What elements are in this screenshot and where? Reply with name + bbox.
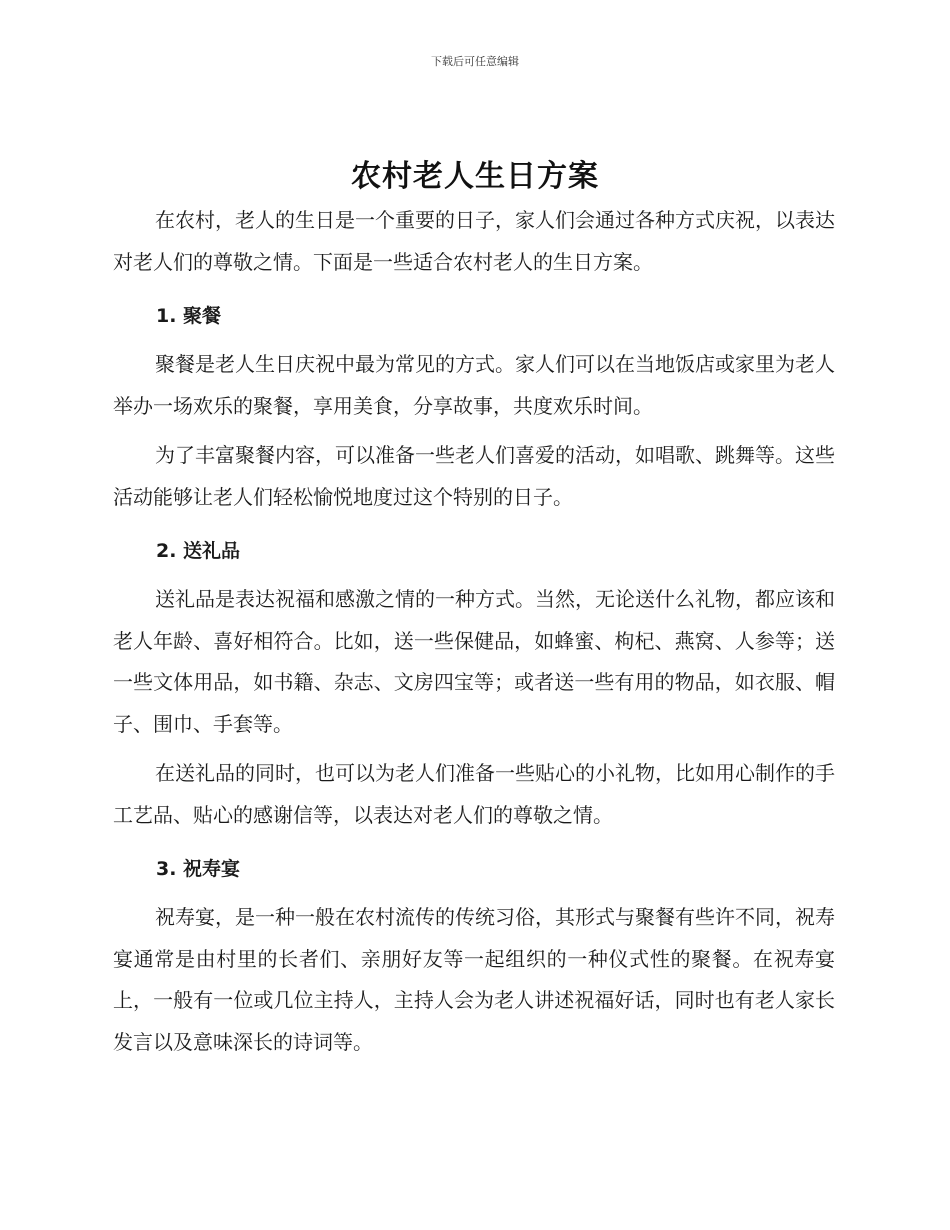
section-paragraph: 在送礼品的同时，也可以为老人们准备一些贴心的小礼物，比如用心制作的手工艺品、贴心的感谢信等，以表达对老人们的尊敬之情。 — [113, 761, 835, 827]
section-heading-dining: 1. 聚餐 — [156, 305, 222, 327]
header-note: 下载后可任意编辑 — [431, 55, 519, 68]
document-title: 农村老人生日方案 — [351, 159, 599, 194]
section-heading-birthday-banquet: 3. 祝寿宴 — [156, 858, 241, 880]
section-paragraph: 送礼品是表达祝福和感激之情的一种方式。当然，无论送什么礼物，都应该和老人年龄、喜好相符合。比如，送一些保健品，如蜂蜜、枸杞、燕窝、人参等；送一些文体用品，如书籍、杂志、文房四宝等；或者送一些有用的物品，如衣服、帽子、围巾、手套等。 — [113, 587, 835, 736]
intro-paragraph: 在农村，老人的生日是一个重要的日子，家人们会通过各种方式庆祝，以表达对老人们的尊敬之情。下面是一些适合农村老人的生日方案。 — [113, 208, 835, 274]
section-paragraph: 聚餐是老人生日庆祝中最为常见的方式。家人们可以在当地饭店或家里为老人举办一场欢乐的聚餐，享用美食，分享故事，共度欢乐时间。 — [113, 352, 835, 418]
section-heading-gifts: 2. 送礼品 — [156, 540, 241, 562]
section-paragraph: 为了丰富聚餐内容，可以准备一些老人们喜爱的活动，如唱歌、跳舞等。这些活动能够让老人们轻松愉悦地度过这个特别的日子。 — [113, 443, 835, 509]
section-paragraph: 祝寿宴，是一种一般在农村流传的传统习俗，其形式与聚餐有些许不同，祝寿宴通常是由村里的长者们、亲朋好友等一起组织的一种仪式性的聚餐。在祝寿宴上，一般有一位或几位主持人，主持人会为老人讲述祝福好话，同时也有老人家长发言以及意味深长的诗词等。 — [113, 905, 835, 1054]
document-body — [113, 200, 835, 1071]
